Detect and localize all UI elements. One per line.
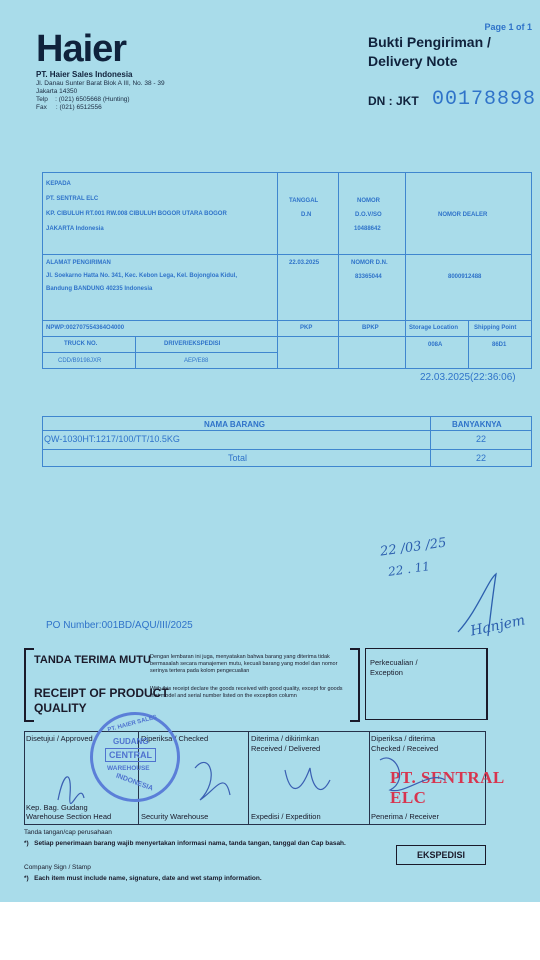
receiver-company-stamp: PT. SENTRAL ELC	[390, 768, 504, 807]
truck-label: TRUCK NO.	[64, 341, 98, 347]
haier-logo: Haier	[36, 28, 127, 70]
npwp: NPWP:002707554364O4000	[46, 325, 125, 331]
shipping-point-label: Shipping Point	[474, 325, 517, 331]
kepada-address-line1: KP. CIBULUH RT.001 RW.008 CIBULUH BOGOR UTARA BOGOR	[46, 211, 227, 217]
total-value: 22	[476, 453, 487, 463]
receipt-title-en-line2: QUALITY	[34, 701, 87, 715]
company-sign-label-en: Company Sign / Stamp	[24, 864, 91, 871]
checked-label: Diperiksa / Checked	[141, 734, 209, 743]
doc-title-id: Bukti Pengiriman /	[368, 34, 491, 50]
warehouse-head-label-en: Warehouse Section Head	[26, 812, 112, 821]
handwritten-signature: Hanjem	[468, 612, 527, 640]
doc-title-en: Delivery Note	[368, 53, 458, 69]
banyaknya-header: BANYAKNYA	[452, 420, 502, 429]
alamat-label: ALAMAT PENGIRIMAN	[46, 260, 111, 266]
tanggal-label: TANGGAL	[289, 198, 319, 204]
alamat-line2: Bandung BANDUNG 40235 Indonesia	[46, 286, 153, 292]
print-timestamp: 22.03.2025(22:36:06)	[420, 372, 516, 383]
dealer-value: 8000912488	[448, 274, 482, 280]
nomor-dn-value: 83365044	[355, 274, 382, 280]
company-name: PT. Haier Sales Indonesia	[36, 70, 133, 79]
handwritten-date: 22 /03 /25	[379, 535, 448, 560]
receipt-text-en: With this receipt declare the goods received with good quality, except for goods that model and serial number listed on the exception column	[150, 686, 343, 699]
receipt-text-id: Dengan lembaran ini juga, menyatakan bahwa barang yang diterima tidak bermasalah secara manajemen mutu, kecuali barang yang model dan nomor serinya tertera pada kolom pengecualian	[150, 654, 338, 674]
kepada-label: KEPADA	[46, 181, 71, 187]
dealer-label: NOMOR DEALER	[438, 212, 488, 218]
round-stamp-central: CENTRAL	[105, 748, 156, 762]
driver-label: DRIVER/EKSPEDISI	[164, 341, 221, 347]
handwritten-time: 22 . 11	[387, 559, 431, 579]
company-fax: Fax : (021) 6512556	[36, 104, 102, 111]
alamat-line1: Jl. Soekarno Hatta No. 341, Kec. Kebon Lega, Kel. Bojongloa Kidul,	[46, 273, 238, 279]
approved-label: Disetujui / Approved	[26, 734, 93, 743]
shipping-value: 86D1	[492, 342, 507, 348]
receipt-title-en-line1: RECEIPT OF PRODUCT	[34, 686, 169, 700]
nama-barang-header: NAMA BARANG	[204, 420, 266, 429]
exception-label: Perkecualian / Exception	[370, 658, 418, 677]
round-stamp-gudang: GUDANG	[113, 737, 149, 746]
warehouse-head-label-id: Kep. Bag. Gudang	[26, 803, 88, 812]
receipt-title-id: TANDA TERIMA MUTU	[34, 654, 151, 666]
dn-number: 00178898	[432, 88, 537, 111]
nomor-dn-label: NOMOR D.N.	[351, 260, 388, 266]
checked-received-label-en: Checked / Received	[371, 744, 439, 753]
receiver-label: Penerima / Receiver	[371, 812, 439, 821]
nomor-value: 10488642	[354, 226, 381, 232]
item-row-name: QW-1030HT:1217/100/TT/10.5KG	[44, 434, 180, 444]
truck-value: CDD/B9198JXR	[58, 358, 102, 364]
signature-scribbles	[50, 740, 510, 820]
storage-location-label: Storage Location	[409, 325, 459, 331]
round-stamp-bottom-text: INDONESIA	[114, 772, 154, 793]
pkp-label: PKP	[300, 325, 313, 331]
kepada-name: PT. SENTRAL ELC	[46, 196, 99, 202]
total-label: Total	[228, 453, 248, 463]
expedition-label: Expedisi / Expedition	[251, 812, 321, 821]
company-address-line1: Jl. Danau Sunter Barat Blok A III, No. 38 - 39	[36, 80, 165, 87]
kepada-address-line2: JAKARTA Indonesia	[46, 226, 104, 232]
po-number: PO Number:001BD/AQU/III/2025	[46, 620, 193, 631]
round-stamp-warehouse: WAREHOUSE	[107, 765, 150, 772]
signature-stroke	[448, 570, 508, 640]
storage-value: 008A	[428, 342, 443, 348]
tanggal-sub: D.N	[301, 212, 312, 218]
tanggal-value: 22.03.2025	[289, 260, 320, 266]
security-warehouse-label: Security Warehouse	[141, 812, 209, 821]
company-address-line2: Jakarta 14350	[36, 88, 78, 95]
received-delivered-label-id: Diterima / dikirimkan	[251, 734, 319, 743]
dn-label: DN : JKT	[368, 94, 419, 108]
checked-received-label-id: Diperiksa / diterima	[371, 734, 436, 743]
round-stamp-top-text: PT. HAIER SALES	[107, 714, 158, 734]
nomor-label: NOMOR	[357, 198, 380, 204]
driver-value: AEP/E88	[184, 358, 209, 364]
note-id: *) Setiap penerimaan barang wajib menyertakan informasi nama, tanda tangan, tanggal dan Cap basah.	[24, 840, 346, 847]
bpkp-label: BPKP	[362, 325, 379, 331]
company-telp: Telp : (021) 6505668 (Hunting)	[36, 96, 130, 103]
note-en: *) Each item must include name, signature, date and wet stamp information.	[24, 875, 262, 882]
received-delivered-label-en: Received / Delivered	[251, 744, 321, 753]
item-row-qty: 22	[476, 434, 487, 444]
company-sign-label-id: Tanda tangan/cap perusahaan	[24, 829, 112, 836]
nomor-sub: D.O.V/SO	[355, 212, 382, 218]
ekspedisi-copy-label: EKSPEDISI	[396, 845, 486, 865]
page-indicator: Page 1 of 1	[484, 22, 532, 32]
